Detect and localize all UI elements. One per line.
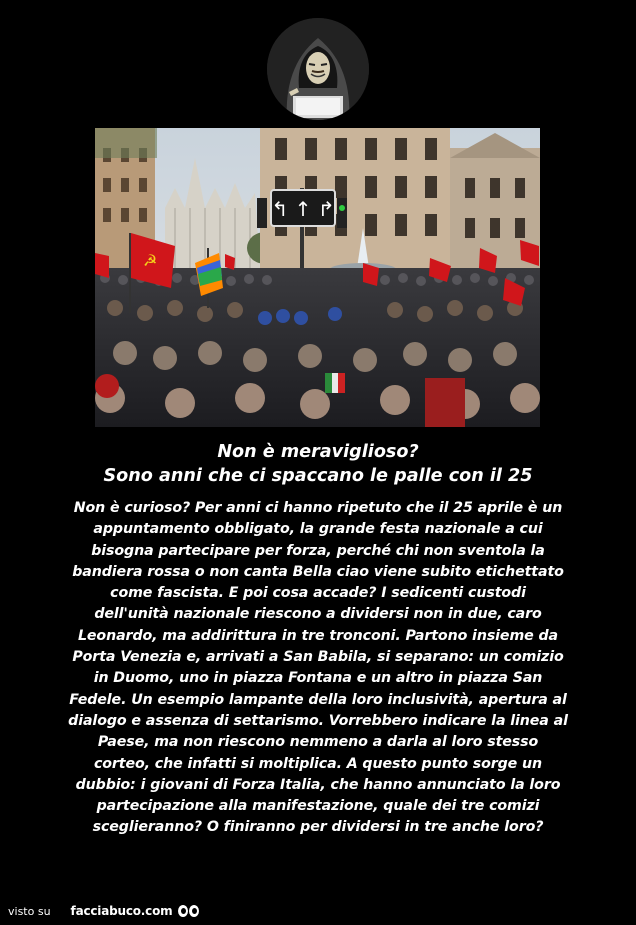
headline-line-2: Sono anni che ci spaccano le palle con il 25 [103,466,533,486]
direction-sign-arrows: ↰ ↑ ↱ [271,197,335,221]
cartoon-eyes-icon [178,905,199,917]
body-line: corteo, che infatti si moltiplica. A questo punto sorge un [93,755,543,772]
body-line: sceglieranno? O finiranno per dividersi in tre anche loro? [92,819,544,836]
protest-photo [95,128,540,427]
body-line: Leonardo, ma addirittura in tre tronconi. Partono insieme da [77,627,559,644]
visto-su-label: visto su [8,904,51,918]
body-line: bandiera rossa o non canta Bella ciao viene subito etichettato [72,563,564,580]
body-line: bisogna partecipare per forza, perché chi non sventola la [91,542,545,559]
body-line: dubbio: i giovani di Forza Italia, che hanno annunciato la loro [75,776,561,793]
footer [8,900,199,922]
svg-text:☭: ☭ [143,251,158,270]
brand-link[interactable]: facciabuco.com [70,904,173,918]
avatar [267,18,369,120]
body-line: appuntamento obbligato, la grande festa nazionale a cui [93,521,543,538]
body-line: dialogo e assenza di settarismo. Vorrebbero indicare la linea al [68,712,568,729]
body-paragraph [54,498,582,839]
body-line: Paese, ma non riescono nemmeno a darla al loro stesso [97,734,539,751]
body-line: Fedele. Un esempio lampante della loro inclusività, apertura al [69,691,567,708]
body-line: dell'unità nazionale riescono a dividersi non in due, caro [94,606,542,623]
body-line: partecipazione alla manifestazione, quale dei tre comizi [96,798,540,815]
body-line: in Duomo, uno in piazza Fontana e un altro in piazza San [93,670,543,687]
hooded-mask-hacker-icon [267,18,369,120]
headline-line-1: Non è meraviglioso? [217,442,419,462]
body-line: come fascista. E poi cosa accade? I sedicenti custodi [110,585,526,602]
body-line: Porta Venezia e, arrivati a San Babila, si separano: un comizio [72,649,564,666]
body-line: Non è curioso? Per anni ci hanno ripetuto che il 25 aprile è un [73,500,563,516]
